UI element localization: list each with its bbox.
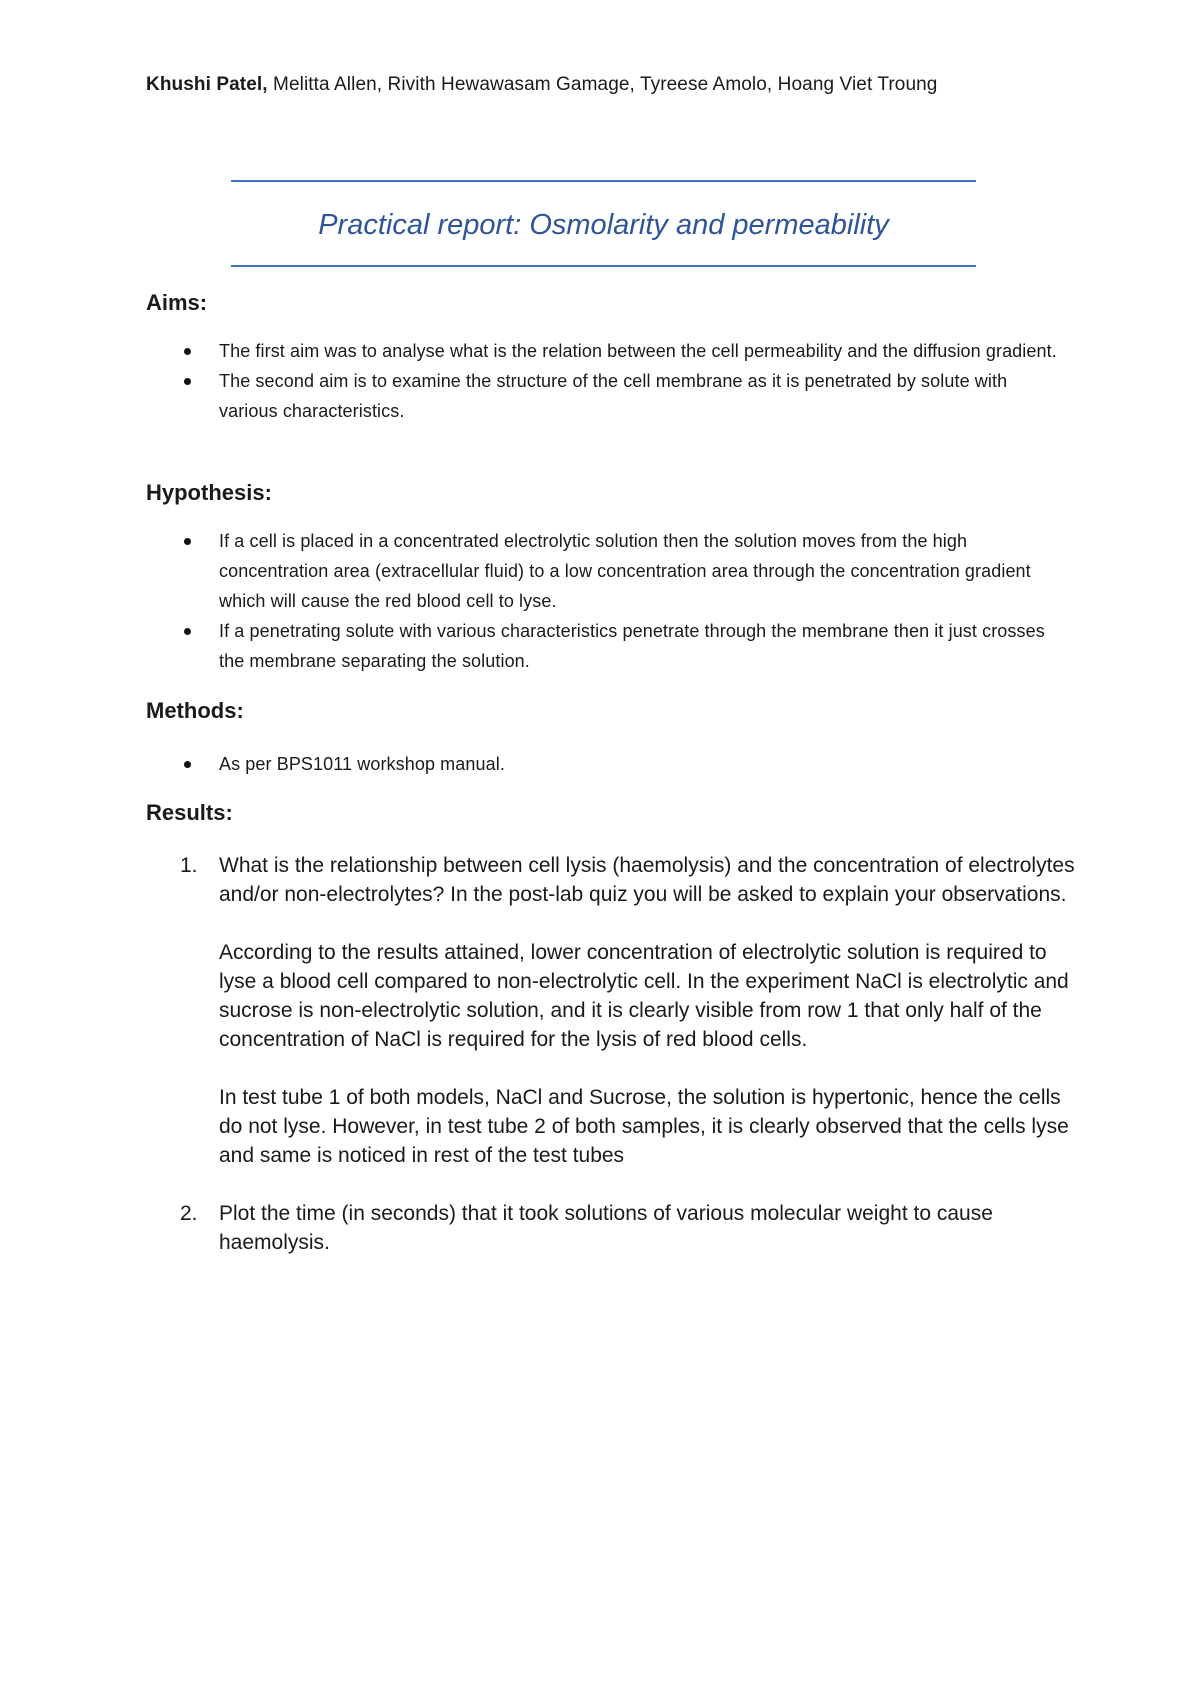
aims-list [146, 336, 1066, 426]
aims-heading: Aims: [146, 290, 208, 315]
hypothesis-heading: Hypothesis: [146, 480, 272, 505]
bullet-icon [184, 628, 191, 635]
question-text: Plot the time (in seconds) that it took solutions of various molecular weight to cause haemolysis. [219, 1202, 993, 1254]
bullet-icon [184, 761, 191, 768]
title-rule-bottom [231, 265, 976, 267]
list-item-text: If a penetrating solute with various characteristics penetrate through the membrane then it just crosses the membrane separating the solution. [219, 621, 1045, 671]
list-item-text: The second aim is to examine the structure of the cell membrane as it is penetrated by solute with various characteristics. [219, 371, 1008, 421]
list-item-text: The first aim was to analyse what is the relation between the cell permeability and the diffusion gradient. [219, 341, 1057, 361]
hypothesis-list [146, 526, 1066, 676]
page-title: Practical report: Osmolarity and permeability [318, 209, 889, 241]
methods-list [146, 749, 1066, 779]
author-list [146, 72, 1086, 98]
results-list [146, 851, 1076, 1257]
results-heading: Results: [146, 800, 233, 825]
lead-author: Khushi Patel, [146, 74, 268, 95]
question-text: What is the relationship between cell lysis (haemolysis) and the concentration of electrolytes and/or non-electrolytes? In the post-lab quiz you will be asked to explain your observations. [219, 854, 1075, 906]
bullet-icon [184, 538, 191, 545]
list-item [146, 616, 1066, 676]
results-item [146, 1199, 1076, 1257]
results-item [146, 851, 1076, 1170]
list-item [146, 749, 1066, 779]
list-item-text: If a cell is placed in a concentrated electrolytic solution then the solution moves from the high concentration area (extracellular fluid) to a low concentration area through the concentration gradient which will cause the red blood cell to lyse. [219, 531, 1031, 611]
title-rule-top [231, 180, 976, 182]
methods-heading: Methods: [146, 698, 244, 723]
bullet-icon [184, 348, 191, 355]
item-number: 1. [180, 854, 198, 877]
list-item [146, 526, 1066, 616]
answer-paragraph: In test tube 1 of both models, NaCl and Sucrose, the solution is hypertonic, hence the cells do not lyse. However, in test tube 2 of both samples, it is clearly observed that the cells lyse and same is noticed in rest of the test tubes [219, 1086, 1069, 1167]
co-authors: Melitta Allen, Rivith Hewawasam Gamage, Tyreese Amolo, Hoang Viet Troung [267, 74, 938, 95]
answer-paragraph: According to the results attained, lower concentration of electrolytic solution is required to lyse a blood cell compared to non-electrolytic cell. In the experiment NaCl is electrolytic and sucrose is non-electrolytic solution, and it is clearly visible from row 1 that only half of the concentration of NaCl is required for the lysis of red blood cells. [219, 941, 1069, 1051]
bullet-icon [184, 378, 191, 385]
list-item [146, 336, 1066, 366]
item-number: 2. [180, 1202, 198, 1225]
list-item [146, 366, 1066, 426]
list-item-text: As per BPS1011 workshop manual. [219, 754, 505, 774]
